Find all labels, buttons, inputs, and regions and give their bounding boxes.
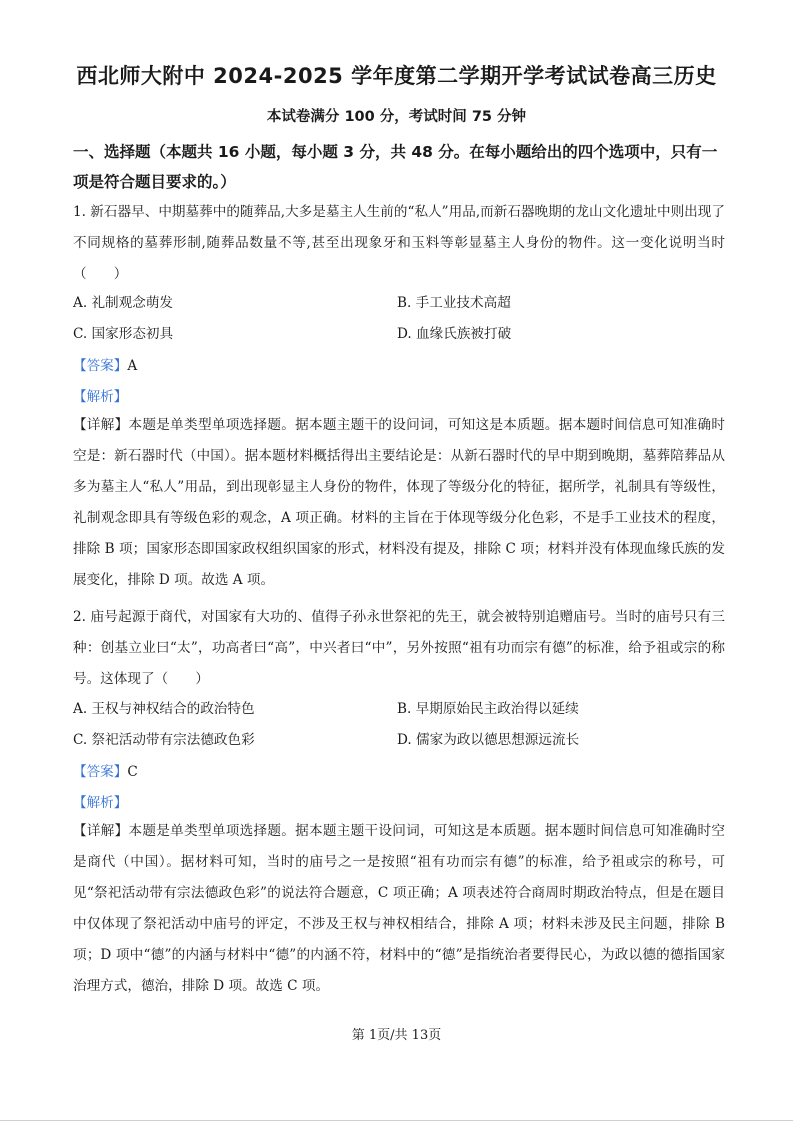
question-2-option-d: D. 儒家为政以德思想源远流长 [397,732,580,748]
answer-value: A [127,358,138,374]
bottom-divider [0,1120,793,1121]
answer-value: C [127,764,138,780]
analysis-label: 解析 [86,795,114,811]
question-2-option-b: B. 早期原始民主政治得以延续 [397,701,579,717]
detail-text: 本题是单类型单项选择题。据本题主题干的设问词，可知这是本质题。据本题时间信息可知准确时空是：新石器时代（中国）。据本题材料概括得出主要结论是：从新石器时代的早中期到晚期，墓葬陪葬品从多为墓主人“私人”用品，到出现彰显主人身份的物件，体现了等级分化的特征，据所学，礼制具有等级性，礼制观念即具有等级色彩的观念，A 项正确。材料的主旨在于体现等级分化色彩，不是手工业技术的程度，排除 B 项；国家形态即国家政权组织国家的形式，材料没有提及，排除 C 项；材料并没有体现血缘氏族的发展变化，排除 D 项。故选 A 项。 [73,417,726,588]
question-1-option-b: B. 手工业技术高超 [397,295,511,311]
question-1-option-d: D. 血缘氏族被打破 [397,326,512,342]
question-2-stem: 2. 庙号起源于商代，对国家有大功的、值得子孙永世祭祀的先王，就会被特别追赠庙号。当时的庙号只有三种：创基立业曰“太”，功高者曰“高”，中兴者曰“中”，另外按照“祖有功而宗有德”的标准，给予祖或宗的称号。这体现了（ ） [73,609,725,687]
question-1-option-a: A. 礼制观念萌发 [73,295,174,311]
question-1-option-c: C. 国家形态初具 [73,326,174,342]
question-1-answer: 【答案】A [73,358,138,374]
answer-label: 答案 [86,358,114,374]
page-number: 第 1页/共 13页 [351,1028,442,1043]
detail-text: 本题是单类型单项选择题。据本题主题干设问词，可知这是本质题。据本题时间信息可知准确时空是商代（中国）。据材料可知，当时的庙号之一是按照“祖有功而宗有德”的标准，给予祖或宗的称号，可见“祭祀活动带有宗法德政色彩”的说法符合题意，C 项正确；A 项表述符合商周时期政治特点，但是在题目中仅体现了祭祀活动中庙号的评定，不涉及王权与神权相结合，排除 A 项；材料未涉及民主问题，排除 B 项；D 项中“德”的内涵与材料中“德”的内涵不符，材料中的“德”是指统治者要得民心，为政以德的德指国家治理方式，德治，排除 D 项。故选 C 项。 [73,823,726,994]
question-1-analysis: 【解析】 [73,389,128,405]
page-title: 西北师大附中 2024-2025 学年度第二学期开学考试试卷高三历史 [76,64,717,88]
detail-label: 详解 [86,417,115,433]
question-2-answer: 【答案】C [73,764,138,780]
question-2-option-c: C. 祭祀活动带有宗法德政色彩 [73,732,255,748]
answer-label: 答案 [86,764,114,780]
section-heading: 一、选择题（本题共 16 小题，每小题 3 分，共 48 分。在每小题给出的四个选项中，只有一项是符合题目要求的。） [73,143,718,191]
exam-info: 本试卷满分 100 分，考试时间 75 分钟 [266,109,527,125]
question-1-stem: 1. 新石器早、中期墓葬中的随葬品,大多是墓主人生前的“私人”用品,而新石器晚期的龙山文化遗址中则出现了不同规格的墓葬形制,随葬品数量不等,甚至出现象牙和玉料等彰显墓主人身份的物件。这一变化说明当时（ ） [73,204,725,282]
question-1-detail: 【详解】本题是单类型单项选择题。据本题主题干的设问词，可知这是本质题。据本题时间信息可知准确时空是：新石器时代（中国）。据本题材料概括得出主要结论是：从新石器时代的早中期到晚期，墓葬陪葬品从多为墓主人“私人”用品，到出现彰显主人身份的物件，体现了等级分化的特征，据所学，礼制具有等级性，礼制观念即具有等级色彩的观念，A 项正确。材料的主旨在于体现等级分化色彩，不是手工业技术的程度，排除 B 项；国家形态即国家政权组织国家的形式，材料没有提及，排除 C 项；材料并没有体现血缘氏族的发展变化，排除 D 项。故选 A 项。 [73,417,726,588]
question-2-option-a: A. 王权与神权结合的政治特色 [73,701,255,717]
detail-label: 详解 [86,823,115,839]
question-2-detail: 【详解】本题是单类型单项选择题。据本题主题干设问词，可知这是本质题。据本题时间信息可知准确时空是商代（中国）。据材料可知，当时的庙号之一是按照“祖有功而宗有德”的标准，给予祖或宗的称号，可见“祭祀活动带有宗法德政色彩”的说法符合题意，C 项正确；A 项表述符合商周时期政治特点，但是在题目中仅体现了祭祀活动中庙号的评定，不涉及王权与神权相结合，排除 A 项；材料未涉及民主问题，排除 B 项；D 项中“德”的内涵与材料中“德”的内涵不符，材料中的“德”是指统治者要得民心，为政以德的德指国家治理方式，德治，排除 D 项。故选 C 项。 [73,823,726,994]
analysis-label: 解析 [86,389,114,405]
question-2-analysis: 【解析】 [73,795,128,811]
